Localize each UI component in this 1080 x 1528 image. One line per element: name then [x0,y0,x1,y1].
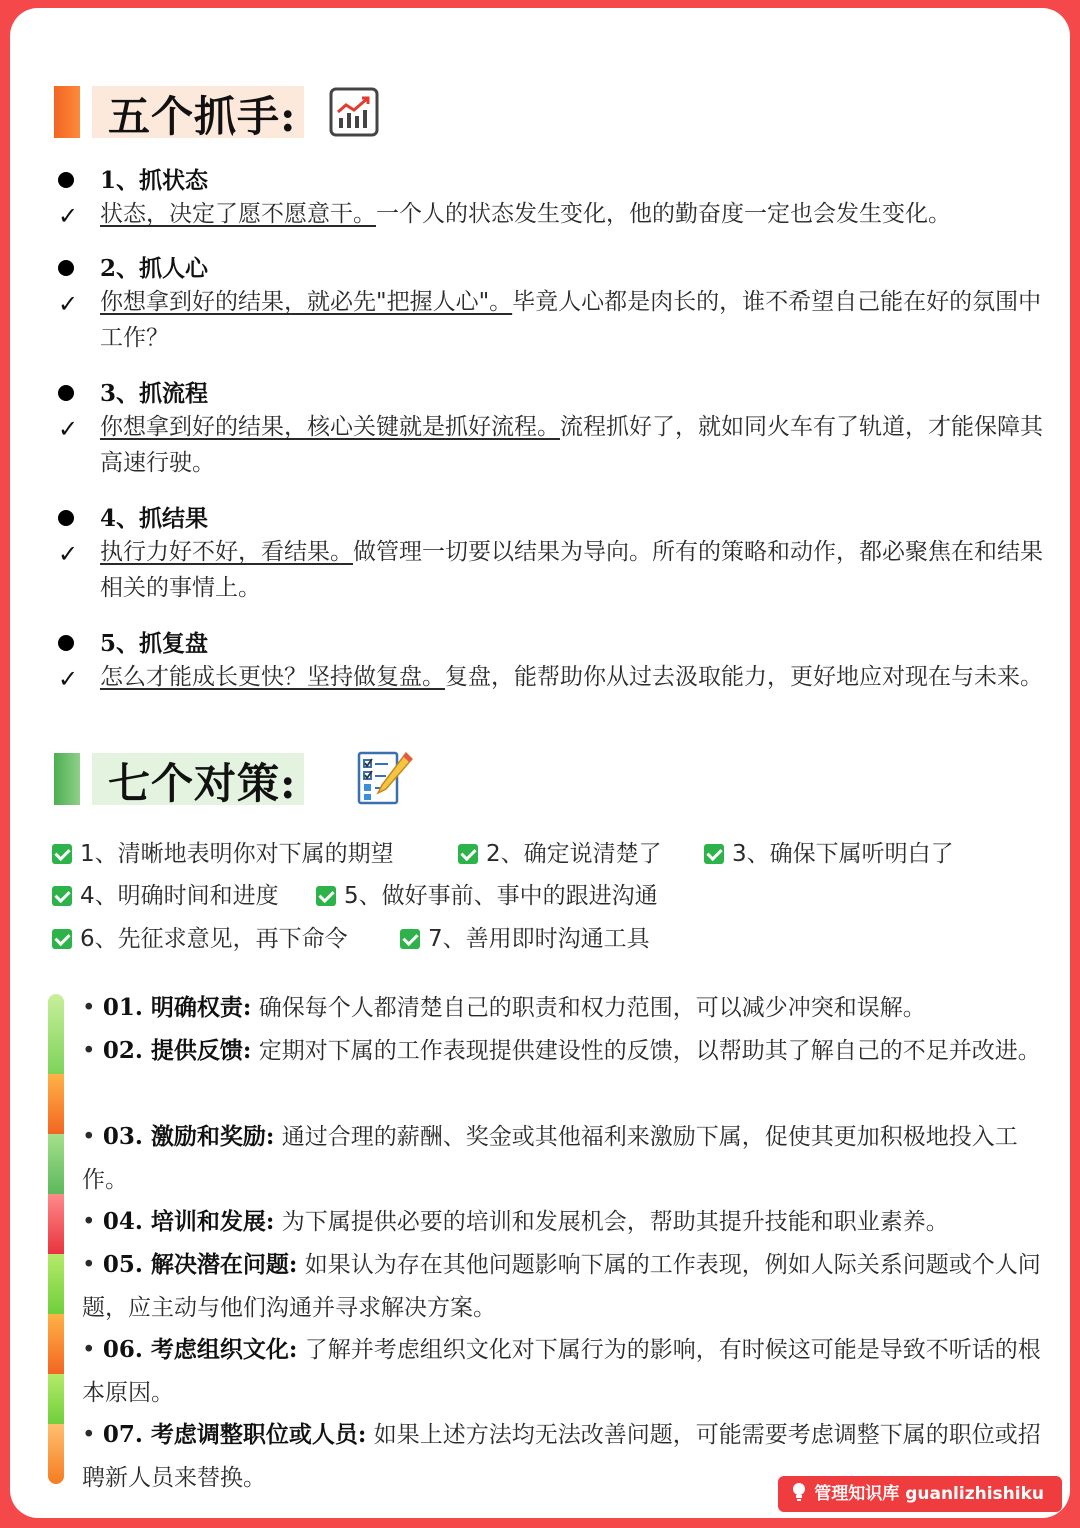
grip-title: 5、抓复盘 [100,630,209,657]
grip-description [100,534,1050,606]
bullet-dot [58,385,74,401]
detail-lead: 07. 考虑调整职位或人员: [102,1421,367,1448]
detail-bullet: • [82,1124,96,1150]
section-title: 五个抓手: [108,92,297,141]
detail-item [82,1200,1048,1244]
chart-icon [328,86,380,138]
grip-highlight: 你想拿到好的结果，就必先"把握人心"。 [100,289,513,315]
detail-bullet: • [82,1209,96,1235]
measure-text: 2、确定说清楚了 [486,841,662,867]
detail-bullet: • [82,1252,96,1278]
detail-lead: 04. 培训和发展: [102,1208,275,1235]
checkbox-checked-icon [316,886,336,906]
detail-text: 为下属提供必要的培训和发展机会，帮助其提升技能和职业素养。 [281,1209,949,1235]
grip-item [58,164,1058,244]
checkbox-checked-icon [400,929,420,949]
detail-item [82,1029,1048,1073]
content-card [10,8,1070,1518]
detail-item [82,1243,1048,1330]
strip-segment [48,1374,64,1424]
section-title: 七个对策: [108,759,297,808]
check-mark-icon: ✓ [58,665,79,693]
measure-item [52,881,279,911]
bullet-dot [58,172,74,188]
checkbox-checked-icon [52,929,72,949]
bullet-dot [58,510,74,526]
grip-description [100,196,1050,232]
detail-text: 确保每个人都清楚自己的职责和权力范围，可以减少冲突和误解。 [258,995,926,1021]
grip-description [100,284,1050,356]
measure-item [316,881,658,911]
strip-segment [48,1194,64,1254]
strip-segment [48,1254,64,1314]
grip-highlight: 你想拿到好的结果，核心关键就是抓好流程。 [100,414,560,440]
detail-bullet: • [82,995,96,1021]
detail-lead: 05. 解决潜在问题: [102,1251,298,1278]
grip-rest: 一个人的状态发生变化，他的勤奋度一定也会发生变化。 [376,201,951,227]
detail-item [82,986,1048,1030]
strip-segment [48,1314,64,1374]
checklist-icon [354,749,416,809]
lightbulb-icon [790,1481,808,1503]
detail-item [82,1328,1048,1415]
strip-segment [48,1134,64,1194]
grip-highlight: 执行力好不好，看结果。 [100,539,353,565]
bullet-dot [58,260,74,276]
grip-title: 1、抓状态 [100,167,209,194]
detail-lead: 06. 考虑组织文化: [102,1336,298,1363]
grip-description [100,659,1050,695]
header-accent-bar [54,86,80,138]
checkbox-checked-icon [704,844,724,864]
grip-title: 3、抓流程 [100,380,209,407]
watermark-badge [778,1476,1062,1512]
detail-text: 如果上述方法均无法改善问题，可能需要考虑调整下属的职位或招聘新人员来替换。 [82,1422,1041,1491]
grip-rest: 做管理一切要以结果为导向。所有的策略和动作，都必聚焦在和结果相关的事情上。 [100,539,1043,601]
detail-item [82,1115,1048,1202]
detail-text: 定期对下属的工作表现提供建设性的反馈，以帮助其了解自己的不足并改进。 [258,1038,1041,1064]
grip-description [100,409,1050,481]
measure-text: 3、确保下属听明白了 [732,841,954,867]
detail-lead: 03. 激励和奖励: [102,1123,275,1150]
detail-lead: 02. 提供反馈: [102,1037,252,1064]
detail-bullet: • [82,1422,96,1448]
grip-item [58,252,1058,362]
grip-rest: 毕竟人心都是肉长的，谁不希望自己能在好的氛围中工作？ [100,289,1042,351]
measure-text: 5、做好事前、事中的跟进沟通 [344,883,658,909]
detail-text: 通过合理的薪酬、奖金或其他福利来激励下属，促使其更加积极地投入工作。 [82,1124,1018,1193]
grip-highlight: 怎么才能成长更快？坚持做复盘。 [100,664,445,690]
measure-item [704,839,954,869]
checkbox-checked-icon [458,844,478,864]
detail-text: 如果认为存在其他问题影响下属的工作表现，例如人际关系问题或个人问题，应主动与他们沟通并寻求解决方案。 [82,1252,1041,1321]
measure-item [400,924,650,954]
measure-item [458,839,662,869]
check-mark-icon: ✓ [58,202,79,230]
measure-text: 1、清晰地表明你对下属的期望 [80,841,394,867]
grip-highlight: 状态，决定了愿不愿意干。 [100,201,376,227]
grip-rest: 复盘，能帮助你从过去汲取能力，更好地应对现在与未来。 [445,664,1043,690]
check-mark-icon: ✓ [58,290,79,318]
check-mark-icon: ✓ [58,540,79,568]
strip-segment [48,1074,64,1134]
bullet-dot [58,635,74,651]
grip-rest: 流程抓好了，就如同火车有了轨道，才能保障其高速行驶。 [100,414,1043,476]
detail-lead: 01. 明确权责: [102,994,252,1021]
measure-item [52,924,348,954]
decorative-color-strip [48,994,64,1484]
measure-text: 4、明确时间和进度 [80,883,279,909]
checkbox-checked-icon [52,886,72,906]
grip-item [58,377,1058,487]
grip-item [58,502,1058,612]
measure-text: 6、先征求意见，再下命令 [80,926,348,952]
check-mark-icon: ✓ [58,415,79,443]
detail-bullet: • [82,1337,96,1363]
grip-title: 4、抓结果 [100,505,209,532]
detail-text: 了解并考虑组织文化对下属行为的影响，有时候这可能是导致不听话的根本原因。 [82,1337,1041,1406]
measure-text: 7、善用即时沟通工具 [428,926,650,952]
grip-item [58,627,1058,737]
detail-bullet: • [82,1038,96,1064]
strip-segment [48,994,64,1074]
watermark-text: 管理知识库 guanlizhishiku [814,1484,1044,1504]
strip-segment [48,1424,64,1484]
grip-title: 2、抓人心 [100,255,209,282]
measure-item [52,839,394,869]
checkbox-checked-icon [52,844,72,864]
header-accent-bar [54,753,80,805]
